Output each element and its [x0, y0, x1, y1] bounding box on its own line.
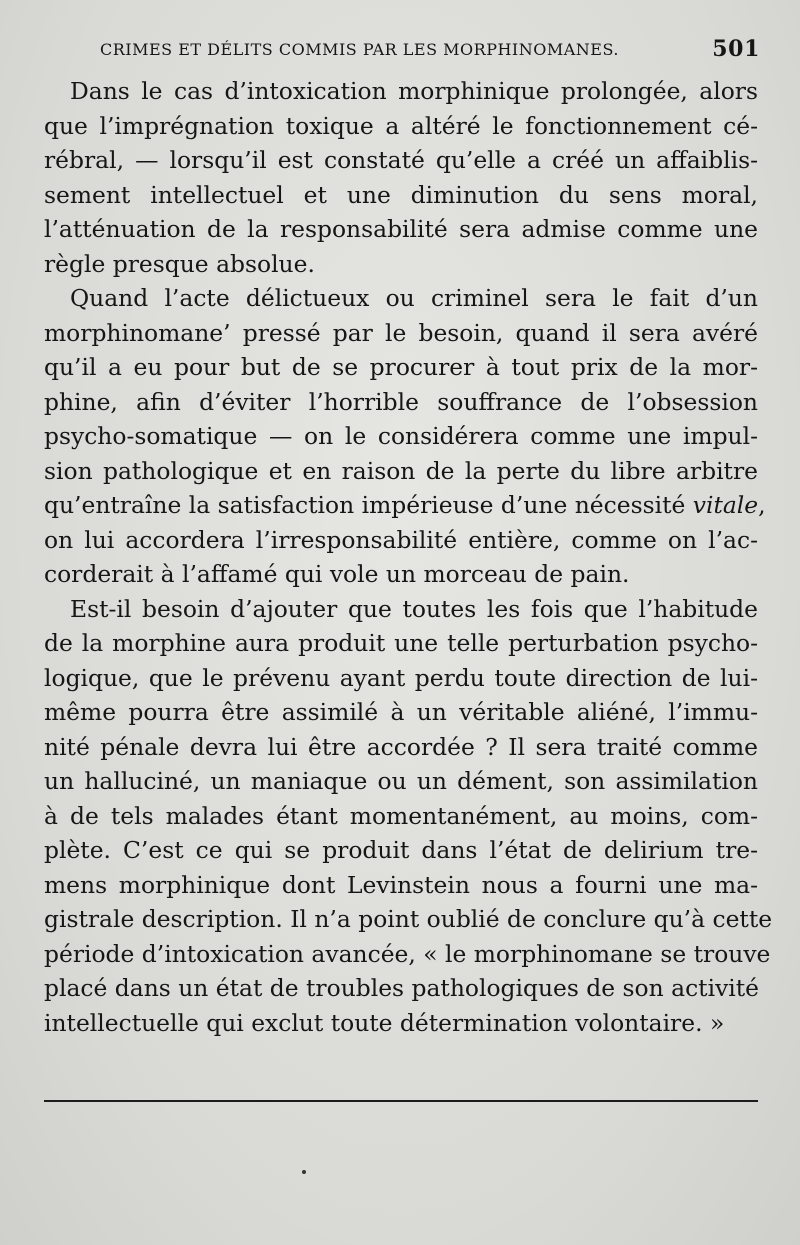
text-line: Dans le cas d’intoxication morphinique prolongée, alors: [70, 77, 758, 105]
text-line: morphinomane’ pressé par le besoin, quand il sera avéré: [44, 318, 758, 347]
text-line: gistrale description. Il n’a point oublié de conclure qu’à cette: [44, 905, 773, 933]
text-line: sion pathologique et en raison de la perte du libre arbitre: [44, 456, 758, 485]
text-line: logique, que le prévenu ayant perdu toute direction de lui-: [44, 663, 758, 692]
text-line: sement intellectuel et une diminution du sens moral,: [44, 180, 758, 209]
text-line: plète. C’est ce qui se produit dans l’état de delirium tre-: [44, 836, 758, 864]
text-line: règle presque absolue.: [44, 249, 315, 278]
text-line: placé dans un état de troubles pathologiques de son activité: [44, 974, 760, 1002]
text-line: mens morphinique dont Levinstein nous a fourni une ma-: [44, 870, 758, 899]
body-text: [44, 74, 773, 1040]
text-line: psycho-somatique — on le considérera comme une impul-: [44, 422, 758, 450]
text-line: Quand l’acte délictueux ou criminel sera le fait d’un: [70, 284, 758, 312]
running-head: [100, 36, 760, 66]
text-line: qu’il a eu pour but de se procurer à tout prix de la mor-: [44, 353, 758, 381]
text-line: nité pénale devra lui être accordée ? Il sera traité comme: [44, 732, 758, 761]
text-line: phine, afin d’éviter l’horrible souffrance de l’obsession: [44, 387, 758, 416]
text-line: intellectuelle qui exclut toute détermination volontaire. »: [44, 1008, 725, 1037]
ink-mark: [302, 1170, 306, 1174]
bottom-margin: [0, 1104, 800, 1245]
text-line: même pourra être assimilé à un véritable aliéné, l’immu-: [44, 698, 758, 726]
emphasis-word: vitale: [692, 491, 759, 519]
text-line: de la morphine aura produit une telle perturbation psycho-: [44, 629, 758, 657]
text-line: à de tels malades étant momentanément, au moins, com-: [44, 801, 758, 830]
text-line: l’atténuation de la responsabilité sera admise comme une: [44, 215, 758, 243]
text-line: que l’imprégnation toxique a altéré le fonctionnement cé-: [44, 111, 758, 140]
text-line: un halluciné, un maniaque ou un dément, son assimilation: [44, 767, 758, 795]
text-line: on lui accordera l’irresponsabilité entière, comme on l’ac-: [44, 525, 758, 554]
text-line: Est-il besoin d’ajouter que toutes les fois que l’habitude: [70, 594, 758, 623]
text-line: période d’intoxication avancée, « le morphinomane se trouve: [44, 939, 771, 968]
text-line: rébral, — lorsqu’il est constaté qu’elle a créé un affaiblis-: [44, 146, 758, 174]
footnote-rule: [44, 1100, 758, 1102]
running-title: CRIMES ET DÉLITS COMMIS PAR LES MORPHINOMANES.: [100, 40, 619, 59]
text-line: qu’entraîne la satisfaction impérieuse d’une nécessité vitale,: [44, 491, 766, 519]
text-line: corderait à l’affamé qui vole un morceau de pain.: [44, 560, 630, 588]
page-number: 501: [712, 36, 760, 62]
